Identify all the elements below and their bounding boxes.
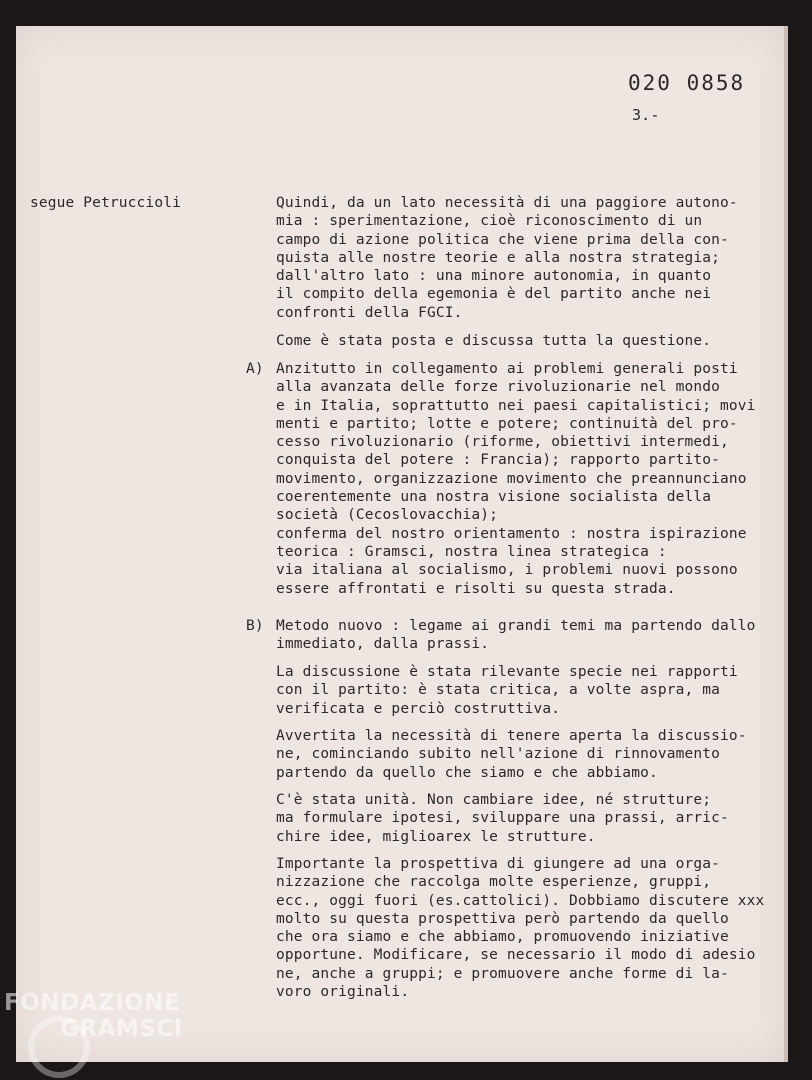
paragraph-section-a: Anzitutto in collegamento ai problemi generali posti alla avanzata delle forze rivoluzionarie nel mondo e in Italia, soprattutto nei paesi capitalistici; movi menti e partito; lotte e potere; continuità del pro- cesso rivoluzionario (riforme, obiettivi intermedi, conquista del potere : Francia); rapporto partito- movimento, organizzazione movimento che preannunciano coerentemente una nostra visione socialista della società (Cecoslovacchia); conferma del nostro orientamento : nostra ispirazione teorica : Gramsci, nostra linea strategica : via italiana al socialismo, i problemi nuovi possono essere affrontati e risolti su questa strada. (276, 361, 756, 597)
section-marker-a: A) (246, 361, 264, 377)
watermark-line1: FONDAZIONE (4, 990, 181, 1016)
document-number: 020 0858 (628, 71, 746, 95)
paragraph-necessity: Avvertita la necessità di tenere aperta la discussio- ne, cominciando subito nell'azione di rinnovamento partendo da quello che siamo e che abbiamo. (276, 728, 747, 781)
speaker-label: segue Petruccioli (30, 195, 181, 211)
paragraph-section-b: Metodo nuovo : legame ai grandi temi ma partendo dallo immediato, dalla prassi. (276, 618, 756, 653)
section-marker-b: B) (246, 618, 264, 634)
paragraph-perspective: Importante la prospettiva di giungere ad una orga- nizzazione che raccolga molte esperienze, gruppi, ecc., oggi fuori (es.cattolici). Dobbiamo discutere xxx molto su questa prospettiva però partendo da quello che ora siamo e che abbiamo, promuovendo iniziative opportune. Modificare, se necessario il modo di adesio ne, anche a gruppi; e promuovere anche forme di la- voro originali. (276, 856, 765, 1001)
paragraph-question: Come è stata posta e discussa tutta la questione. (276, 333, 712, 349)
paragraph-intro: Quindi, da un lato necessità di una paggiore autono- mia : sperimentazione, cioè riconoscimento di un campo di azione politica che viene prima della con- quista alle nostre teorie e alla nostra strategia; dall'altro lato : una minore autonomia, in quanto il compito della egemonia è del partito anche nei confronti della FGCI. (276, 195, 738, 321)
paragraph-unity: C'è stata unità. Non cambiare idee, né strutture; ma formulare ipotesi, sviluppare una prassi, arric- chire idee, miglioarex le strutture. (276, 792, 729, 845)
page-number: 3.- (632, 106, 660, 124)
paragraph-discussion: La discussione è stata rilevante specie nei rapporti con il partito: è stata critica, a volte aspra, ma verificata e perciò costruttiva. (276, 664, 738, 717)
watermark-line2: GRAMSCI (60, 1016, 183, 1042)
watermark (4, 990, 183, 1042)
